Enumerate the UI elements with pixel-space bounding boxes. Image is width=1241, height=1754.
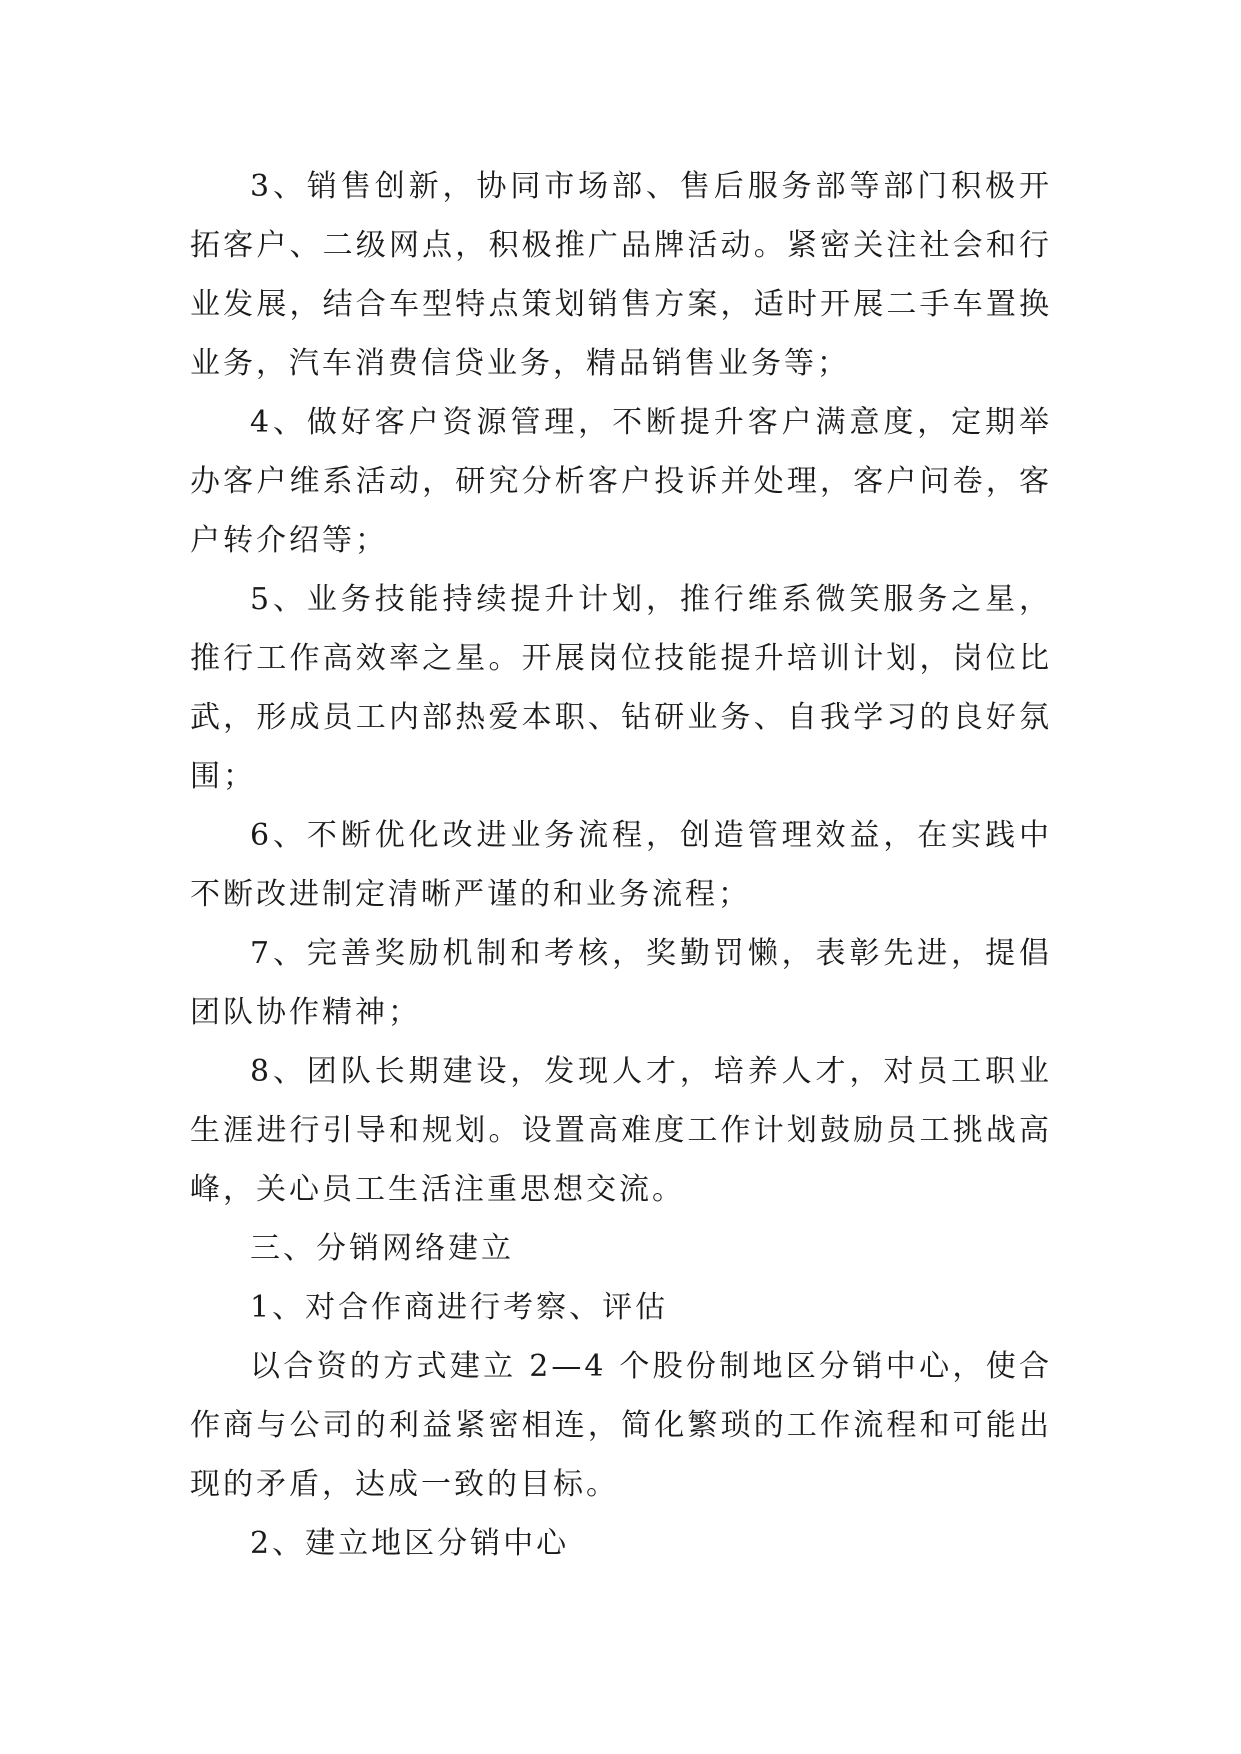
paragraph-team-building: 8、团队长期建设，发现人才，培养人才，对员工职业生涯进行引导和规划。设置高难度工作计划鼓励员工挑战高峰，关心员工生活注重思想交流。 (190, 1054, 1052, 1207)
subheading-partner-evaluation: 1、对合作商进行考察、评估 (250, 1290, 669, 1325)
paragraph-skill-improvement: 5、业务技能持续提升计划，推行维系微笑服务之星，推行工作高效率之星。开展岗位技能提升培训计划，岗位比武，形成员工内部热爱本职、钻研业务、自我学习的良好氛围； (190, 582, 1052, 794)
paragraph-joint-venture: 以合资的方式建立 2—4 个股份制地区分销中心，使合作商与公司的利益紧密相连，简化繁琐的工作流程和可能出现的矛盾，达成一致的目标。 (190, 1349, 1052, 1502)
paragraph-process-optimization: 6、不断优化改进业务流程，创造管理效益，在实践中不断改进制定清晰严谨的和业务流程； (190, 818, 1052, 912)
document-page (190, 157, 1052, 1573)
paragraph-customer-resource: 4、做好客户资源管理，不断提升客户满意度，定期举办客户维系活动，研究分析客户投诉并处理，客户问卷，客户转介绍等； (190, 405, 1052, 558)
paragraph-sales-innovation: 3、销售创新，协同市场部、售后服务部等部门积极开拓客户、二级网点，积极推广品牌活动。紧密关注社会和行业发展，结合车型特点策划销售方案，适时开展二手车置换业务，汽车消费信贷业务，精品销售业务等； (190, 169, 1052, 381)
section-heading-distribution-network: 三、分销网络建立 (250, 1231, 514, 1266)
paragraph-incentive-mechanism: 7、完善奖励机制和考核，奖勤罚懒，表彰先进，提倡团队协作精神； (190, 936, 1052, 1030)
subheading-regional-center: 2、建立地区分销中心 (250, 1526, 570, 1561)
